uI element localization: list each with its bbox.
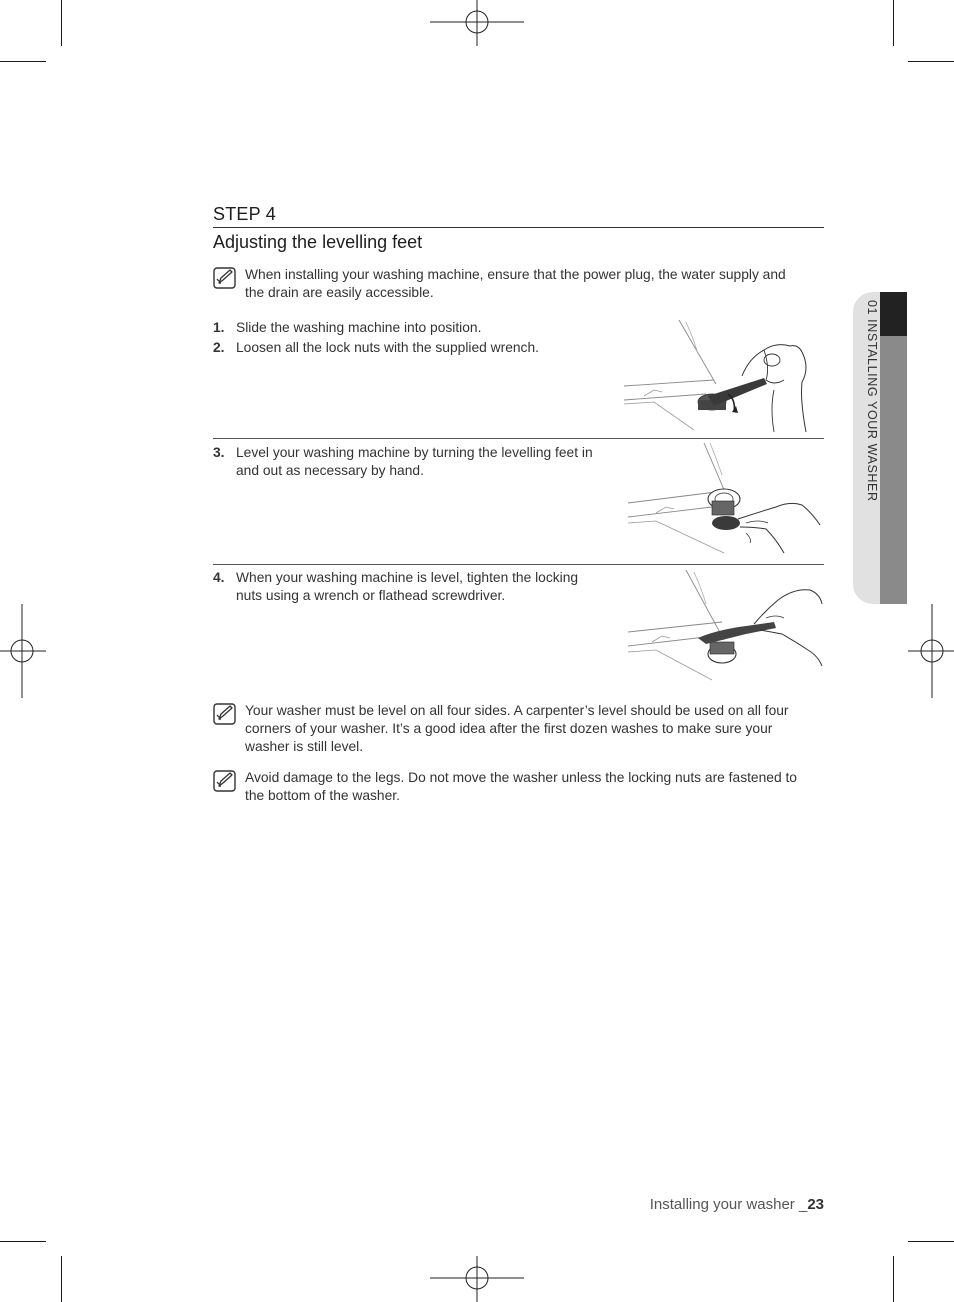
chapter-tab-band (880, 336, 907, 604)
heading-rule (213, 227, 824, 228)
step-number: 3. (213, 445, 225, 460)
footer-text: Installing your washer _ (649, 1196, 808, 1213)
step-number: 2. (213, 340, 225, 355)
step-number: 4. (213, 570, 225, 585)
hand-adjust-foot-illustration (626, 443, 824, 557)
wrench-tighten-illustration (626, 570, 824, 682)
registration-mark-left (0, 604, 46, 698)
note-pencil-icon (213, 769, 237, 793)
step-line: Level your washing machine by turning the levelling feet in (236, 445, 593, 460)
registration-mark-bottom (430, 1256, 524, 1302)
step-text: Loosen all the lock nuts with the supplied wrench. (236, 340, 539, 355)
note-level (213, 702, 824, 758)
note-top-text (245, 266, 824, 302)
note-top-line: When installing your washing machine, ensure that the power plug, the water supply and (245, 267, 786, 282)
registration-mark-top (430, 0, 524, 46)
chapter-tab-label: 01 INSTALLING YOUR WASHER (865, 300, 879, 502)
step-line: When your washing machine is level, tighten the locking (236, 570, 579, 585)
note-top (213, 266, 824, 306)
note-line: the bottom of the washer. (245, 788, 400, 803)
step-divider (213, 564, 824, 565)
note-legs-text (245, 769, 824, 805)
crop-mark (0, 61, 46, 62)
note-level-text (245, 702, 824, 756)
step-line: nuts using a wrench or flathead screwdriver. (236, 588, 506, 603)
step-line: and out as necessary by hand. (236, 463, 424, 478)
note-pencil-icon (213, 702, 237, 726)
note-line: Your washer must be level on all four sides. A carpenter’s level should be used on all four (245, 703, 789, 718)
step-item (213, 444, 608, 482)
note-legs (213, 769, 824, 807)
step-item (213, 569, 608, 607)
step-text: Slide the washing machine into position. (236, 320, 482, 335)
step-item (213, 339, 613, 357)
crop-mark (893, 0, 894, 46)
crop-mark (0, 1241, 46, 1242)
crop-mark (908, 61, 954, 62)
registration-mark-right (908, 604, 954, 698)
crop-mark (61, 1256, 62, 1302)
crop-mark (908, 1241, 954, 1242)
step-item (213, 319, 613, 337)
note-line: corners of your washer. It’s a good idea after the first dozen washes to make sure your (245, 721, 773, 736)
note-line: washer is still level. (245, 739, 364, 754)
wrench-loosen-illustration (624, 320, 824, 434)
note-top-line: the drain are easily accessible. (245, 285, 434, 300)
step-text (236, 569, 578, 605)
page-number: 23 (807, 1196, 824, 1213)
step-number: 1. (213, 320, 225, 335)
chapter-tab-marker (880, 292, 907, 336)
note-pencil-icon (213, 266, 237, 290)
step-divider (213, 438, 824, 439)
page-footer (560, 1196, 824, 1213)
crop-mark (61, 0, 62, 46)
section-title: Adjusting the levelling feet (213, 232, 423, 252)
step-label: STEP 4 (213, 204, 276, 224)
crop-mark (893, 1256, 894, 1302)
note-line: Avoid damage to the legs. Do not move the washer unless the locking nuts are fastened to (245, 770, 797, 785)
step-text (236, 444, 593, 480)
